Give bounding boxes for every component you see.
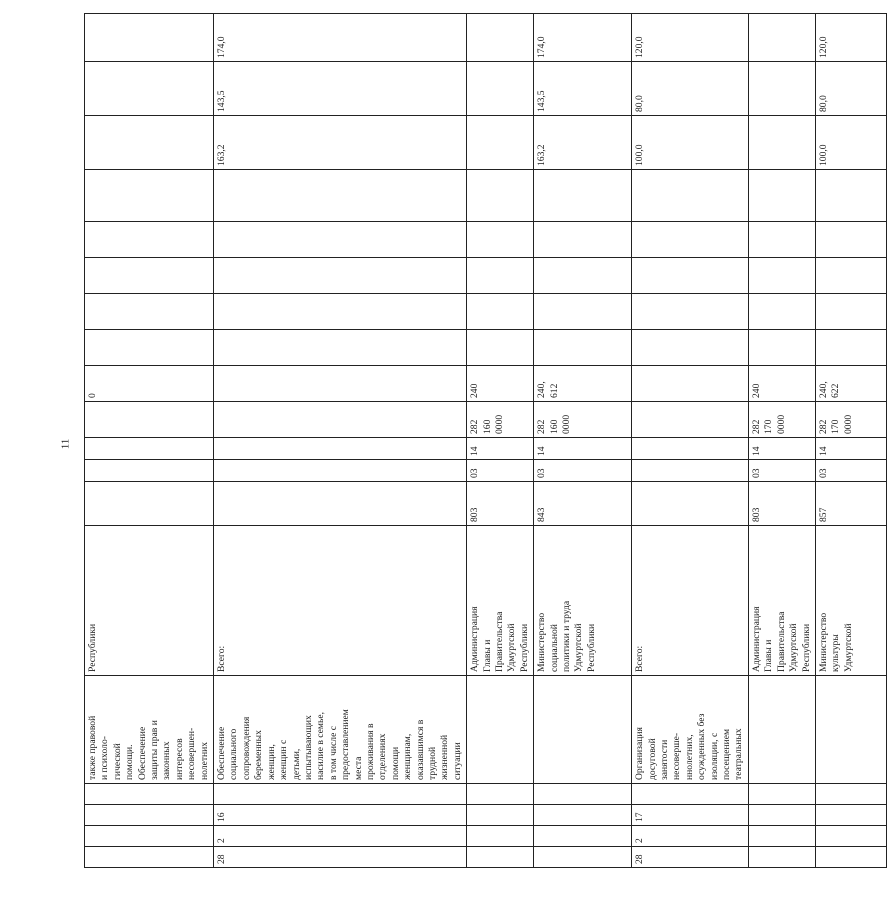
table-cell-col-2: 2 [214, 826, 467, 847]
table-cell-col-10: 282 160 0000 [534, 402, 632, 438]
table-cell-col-2 [85, 826, 214, 847]
table-cell-col-1: 28 [214, 847, 467, 868]
table-row [85, 14, 214, 868]
table-cell-col-17 [85, 116, 214, 170]
table-cell-col-2 [748, 826, 815, 847]
table-cell-col-10 [632, 402, 749, 438]
table-cell-col-3 [467, 805, 534, 826]
table-cell-col-8: 03 [467, 460, 534, 482]
table-cell-col-11: 240 [748, 366, 815, 402]
table-cell-col-1 [748, 847, 815, 868]
table-cell-col-11: 240, 612 [534, 366, 632, 402]
table-cell-col-18 [467, 62, 534, 116]
table-cell-col-6: Администрация Главы и Правительства Удмуртской Республики [467, 526, 534, 676]
table-cell-col-15 [534, 222, 632, 258]
table-cell-col-12 [748, 330, 815, 366]
table-cell-col-6: Администрация Главы и Правительства Удмуртской Республики [748, 526, 815, 676]
table-cell-col-4 [534, 784, 632, 805]
table-cell-col-7 [85, 482, 214, 526]
table-cell-col-3 [534, 805, 632, 826]
table-cell-col-10 [85, 402, 214, 438]
table-cell-col-14 [748, 258, 815, 294]
table-cell-col-10 [214, 402, 467, 438]
budget-table [84, 13, 887, 868]
table-cell-col-16 [748, 170, 815, 222]
table-cell-col-4 [85, 784, 214, 805]
table-body [85, 14, 887, 868]
table-cell-col-11: 240, 622 [815, 366, 886, 402]
table-cell-col-3: 17 [632, 805, 749, 826]
table-cell-col-12 [815, 330, 886, 366]
table-cell-col-15 [85, 222, 214, 258]
table-cell-col-17: 163,2 [534, 116, 632, 170]
table-cell-col-15 [748, 222, 815, 258]
table-cell-col-17: 100,0 [632, 116, 749, 170]
table-cell-col-12 [85, 330, 214, 366]
table-cell-col-11: 0 [85, 366, 214, 402]
table-cell-col-13 [85, 294, 214, 330]
table-cell-col-8: 03 [534, 460, 632, 482]
table-cell-col-3 [748, 805, 815, 826]
table-cell-col-14 [214, 258, 467, 294]
table-row [632, 14, 749, 868]
table-cell-col-18 [748, 62, 815, 116]
table-cell-col-16 [85, 170, 214, 222]
table-cell-col-5 [534, 676, 632, 784]
table-cell-col-1: 28 [632, 847, 749, 868]
table-cell-col-12 [214, 330, 467, 366]
table-cell-col-4 [815, 784, 886, 805]
table-cell-col-9 [632, 438, 749, 460]
table-cell-col-15 [815, 222, 886, 258]
table-cell-col-10: 282 160 0000 [467, 402, 534, 438]
table-cell-col-18: 80,0 [632, 62, 749, 116]
table-cell-col-19 [85, 14, 214, 62]
table-cell-col-16 [632, 170, 749, 222]
table-cell-col-5: также правовой и психоло- гической помощи. Обеспечение защиты прав и законных интересов несовершен- нолетних [85, 676, 214, 784]
table-cell-col-5 [467, 676, 534, 784]
table-cell-col-13 [534, 294, 632, 330]
table-cell-col-7: 803 [467, 482, 534, 526]
table-cell-col-7 [632, 482, 749, 526]
table-cell-col-3: 16 [214, 805, 467, 826]
table-row [214, 14, 467, 868]
rotated-table-container [84, 14, 854, 868]
table-cell-col-2 [467, 826, 534, 847]
table-cell-col-9 [214, 438, 467, 460]
table-cell-col-19: 120,0 [632, 14, 749, 62]
table-cell-col-12 [632, 330, 749, 366]
table-cell-col-11 [632, 366, 749, 402]
table-cell-col-6: Всего: [214, 526, 467, 676]
table-cell-col-8: 03 [815, 460, 886, 482]
table-row [815, 14, 886, 868]
table-cell-col-13 [748, 294, 815, 330]
table-cell-col-19 [467, 14, 534, 62]
table-cell-col-9: 14 [467, 438, 534, 460]
table-cell-col-11: 240 [467, 366, 534, 402]
table-cell-col-1 [815, 847, 886, 868]
table-cell-col-17: 100,0 [815, 116, 886, 170]
table-cell-col-7: 857 [815, 482, 886, 526]
table-row [748, 14, 815, 868]
table-cell-col-9: 14 [748, 438, 815, 460]
table-cell-col-4 [748, 784, 815, 805]
rotated-table-area [84, 14, 854, 868]
table-cell-col-12 [534, 330, 632, 366]
table-cell-col-14 [467, 258, 534, 294]
table-cell-col-1 [534, 847, 632, 868]
table-cell-col-5 [748, 676, 815, 784]
table-cell-col-15 [214, 222, 467, 258]
table-cell-col-19: 174,0 [534, 14, 632, 62]
table-row [467, 14, 534, 868]
table-cell-col-19: 174,0 [214, 14, 467, 62]
table-cell-col-8: 03 [748, 460, 815, 482]
table-cell-col-5: Организация досуговой занятости несоверше- ннолетних, осужденных без изоляции, с посещением театральных [632, 676, 749, 784]
table-cell-col-17 [748, 116, 815, 170]
table-cell-col-4 [467, 784, 534, 805]
table-cell-col-19 [748, 14, 815, 62]
table-cell-col-11 [214, 366, 467, 402]
table-cell-col-9: 14 [815, 438, 886, 460]
table-cell-col-5 [815, 676, 886, 784]
table-cell-col-8 [85, 460, 214, 482]
table-cell-col-9 [85, 438, 214, 460]
table-cell-col-13 [214, 294, 467, 330]
table-cell-col-7: 843 [534, 482, 632, 526]
table-cell-col-17: 163,2 [214, 116, 467, 170]
table-cell-col-14 [815, 258, 886, 294]
table-cell-col-5: Обеспечение социального сопровождения беременных женщин, женщин с детьми, испытывающих насилие в семье, в том числе с предоставлением места проживания в отделениях помощи женщинам, оказавшимся в трудной жизненной ситуации [214, 676, 467, 784]
table-cell-col-8 [632, 460, 749, 482]
table-cell-col-14 [85, 258, 214, 294]
table-cell-col-14 [632, 258, 749, 294]
table-cell-col-12 [467, 330, 534, 366]
table-cell-col-19: 120,0 [815, 14, 886, 62]
table-cell-col-13 [467, 294, 534, 330]
table-cell-col-8 [214, 460, 467, 482]
table-cell-col-10: 282 170 0000 [815, 402, 886, 438]
table-row [534, 14, 632, 868]
table-cell-col-3 [815, 805, 886, 826]
table-cell-col-13 [632, 294, 749, 330]
table-cell-col-3 [85, 805, 214, 826]
table-cell-col-17 [467, 116, 534, 170]
table-cell-col-14 [534, 258, 632, 294]
table-cell-col-18: 143,5 [534, 62, 632, 116]
table-cell-col-16 [815, 170, 886, 222]
table-cell-col-6: Министерство культуры Удмуртской [815, 526, 886, 676]
table-cell-col-18 [85, 62, 214, 116]
table-cell-col-6: Республики [85, 526, 214, 676]
table-cell-col-18: 143,5 [214, 62, 467, 116]
table-cell-col-6: Министерство социальной политики и труда Удмуртской Республики [534, 526, 632, 676]
table-cell-col-2 [815, 826, 886, 847]
table-cell-col-1 [467, 847, 534, 868]
table-cell-col-15 [467, 222, 534, 258]
table-cell-col-7 [214, 482, 467, 526]
table-cell-col-15 [632, 222, 749, 258]
table-cell-col-9: 14 [534, 438, 632, 460]
table-cell-col-2 [534, 826, 632, 847]
table-cell-col-4 [214, 784, 467, 805]
table-cell-col-16 [467, 170, 534, 222]
table-cell-col-1 [85, 847, 214, 868]
table-cell-col-16 [214, 170, 467, 222]
table-cell-col-13 [815, 294, 886, 330]
table-cell-col-7: 803 [748, 482, 815, 526]
page-number: 11 [59, 438, 72, 450]
table-cell-col-10: 282 170 0000 [748, 402, 815, 438]
table-cell-col-16 [534, 170, 632, 222]
table-cell-col-6: Всего: [632, 526, 749, 676]
table-cell-col-2: 2 [632, 826, 749, 847]
table-cell-col-4 [632, 784, 749, 805]
table-cell-col-18: 80,0 [815, 62, 886, 116]
